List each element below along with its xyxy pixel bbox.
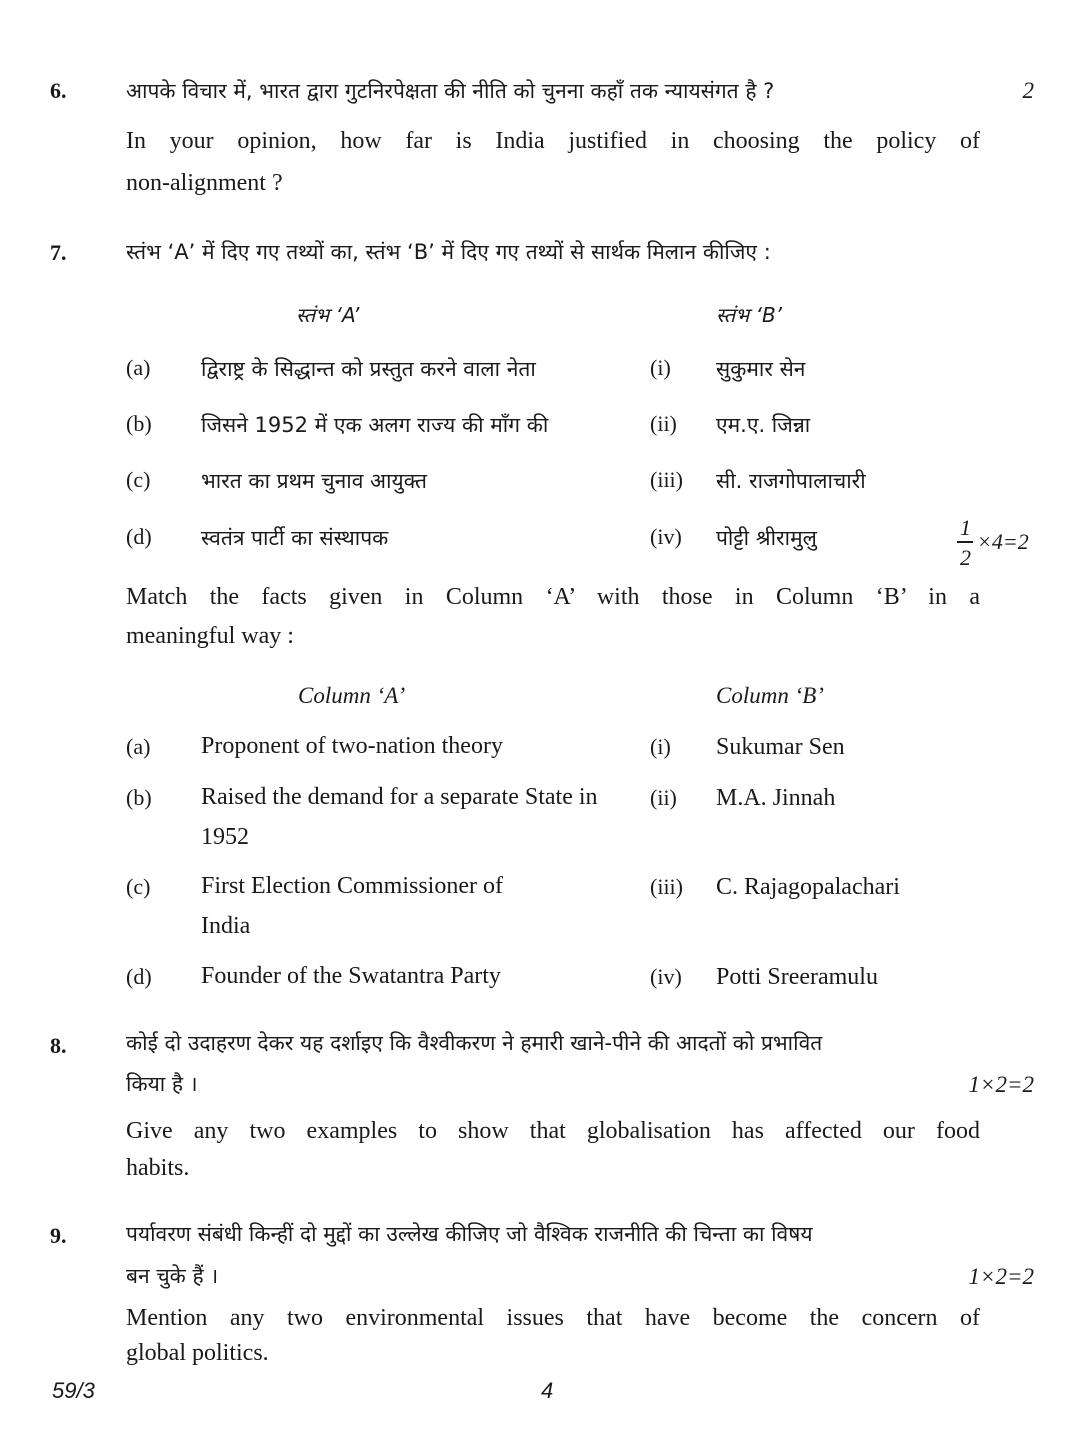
page-number: 4 [541, 1378, 554, 1403]
row-text: भारत का प्रथम चुनाव आयुक्त [201, 469, 427, 493]
row-right-text: Sukumar Sen [716, 734, 845, 760]
row-label: (d) [126, 524, 152, 549]
question-6-hindi: आपके विचार में, भारत द्वारा गुटनिरपेक्षता की नीति को चुनना कहाँ तक न्यायसंगत है ? [126, 79, 775, 103]
row-right-text: एम.ए. जिन्ना [716, 413, 811, 437]
row-text: द्विराष्ट्र के सिद्धान्त को प्रस्तुत करने वाला नेता [201, 357, 536, 381]
row-right-label: (iii) [650, 467, 683, 492]
row-text: Founder of the Swatantra Party [201, 963, 501, 989]
question-9-number: 9. [50, 1223, 67, 1248]
row-right-text: M.A. Jinnah [716, 785, 836, 811]
question-7-number: 7. [50, 240, 67, 265]
question-9-hindi-line1: पर्यावरण संबंधी किन्हीं दो मुद्दों का उल्लेख कीजिए जो वैश्विक राजनीति की चिन्ता का विषय [126, 1222, 813, 1246]
row-text: Proponent of two-nation theory [201, 733, 503, 759]
row-right-text: C. Rajagopalachari [716, 874, 900, 900]
row-label: (b) [126, 785, 152, 810]
question-6-number: 6. [50, 78, 67, 103]
row-label: (c) [126, 874, 151, 899]
question-7-hindi: स्तंभ ‘A’ में दिए गए तथ्यों का, स्तंभ ‘B’ में दिए गए तथ्यों से सार्थक मिलान कीजिए : [126, 240, 771, 264]
fraction-bar [957, 541, 973, 543]
question-8-hindi-line1: कोई दो उदाहरण देकर यह दर्शाइए कि वैश्वीकरण ने हमारी खाने-पीने की आदतों को प्रभावित [126, 1031, 823, 1055]
row-text: First Election Commissioner of India [201, 873, 503, 939]
hindi-column-b-heading: स्तंभ ‘B’ [716, 303, 783, 327]
question-6-english-line2: non-alignment ? [126, 170, 283, 196]
paper-code: 59/3 [52, 1378, 95, 1403]
row-right-text: Potti Sreeramulu [716, 964, 878, 990]
row-label: (a) [126, 734, 151, 759]
marks-multiplier: ×4=2 [977, 529, 1029, 554]
row-text: Raised the demand for a separate State in 1952 [201, 784, 598, 850]
row-right-text: पोट्टी श्रीरामुलु [716, 526, 817, 550]
question-9-english-line2: global politics. [126, 1340, 269, 1366]
row-right-label: (i) [650, 734, 671, 759]
question-8-english-line1: Give any two examples to show that globalisation has affected our food [126, 1118, 980, 1144]
question-7-english-line2: meaningful way : [126, 623, 294, 649]
row-right-label: (i) [650, 355, 671, 380]
row-right-label: (iv) [650, 524, 682, 549]
question-9-hindi-line2: बन चुके हैं । [126, 1264, 219, 1288]
question-6-marks: 2 [1022, 78, 1034, 103]
row-right-label: (ii) [650, 785, 677, 810]
row-right-label: (ii) [650, 411, 677, 436]
row-right-text: सुकुमार सेन [716, 357, 806, 381]
english-column-b-heading: Column ‘B’ [716, 683, 824, 708]
row-right-text: सी. राजगोपालाचारी [716, 469, 866, 493]
english-column-a-heading: Column ‘A’ [298, 683, 406, 708]
hindi-column-a-heading: स्तंभ ‘A’ [296, 303, 360, 327]
question-8-marks: 1×2=2 [968, 1072, 1034, 1097]
row-text: स्वतंत्र पार्टी का संस्थापक [201, 526, 389, 550]
row-text: जिसने 1952 में एक अलग राज्य की माँग की [201, 413, 549, 437]
row-label: (a) [126, 355, 151, 380]
row-label: (c) [126, 467, 151, 492]
row-right-label: (iii) [650, 874, 683, 899]
row-right-label: (iv) [650, 964, 682, 989]
question-8-english-line2: habits. [126, 1155, 190, 1181]
question-9-marks: 1×2=2 [968, 1264, 1034, 1289]
fraction-numerator: 1 [960, 515, 971, 540]
row-label: (d) [126, 964, 152, 989]
question-7-english-line1: Match the facts given in Column ‘A’ with those in Column ‘B’ in a [126, 584, 980, 610]
question-9-english-line1: Mention any two environmental issues that have become the concern of [126, 1305, 980, 1331]
question-6-english-line1: In your opinion, how far is India justified in choosing the policy of [126, 128, 980, 154]
fraction-denominator: 2 [960, 545, 971, 570]
question-8-number: 8. [50, 1033, 67, 1058]
question-8-hindi-line2: किया है । [126, 1072, 198, 1096]
row-label: (b) [126, 411, 152, 436]
